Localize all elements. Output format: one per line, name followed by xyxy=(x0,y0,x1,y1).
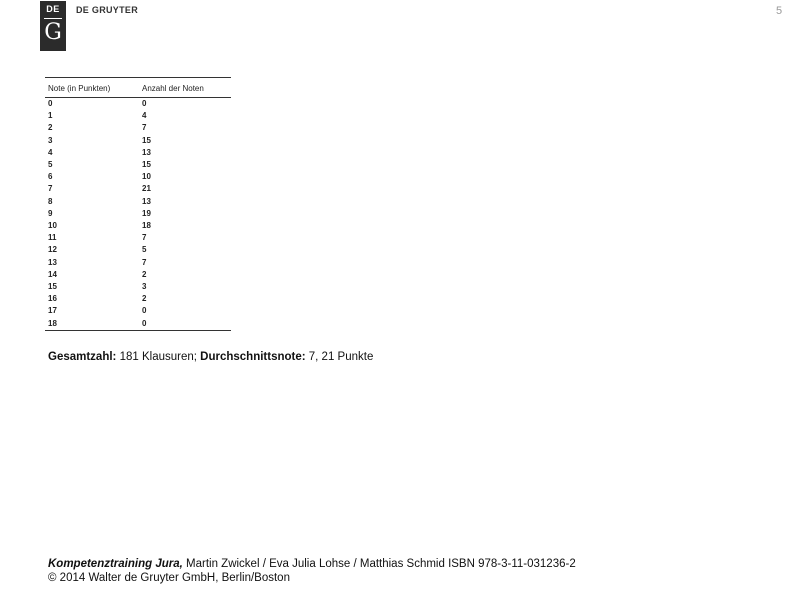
table-row xyxy=(45,257,231,269)
table-row xyxy=(45,318,231,330)
grade-cell: 10 xyxy=(48,221,57,231)
count-cell: 15 xyxy=(142,135,151,145)
table-body xyxy=(45,98,231,330)
table-row xyxy=(45,208,231,220)
count-cell: 0 xyxy=(142,306,147,316)
grade-cell: 2 xyxy=(48,123,53,133)
column-header-grade: Note (in Punkten) xyxy=(48,83,111,93)
grade-cell: 15 xyxy=(48,282,57,292)
table-row xyxy=(45,183,231,195)
table-row xyxy=(45,281,231,293)
table-bottom-rule xyxy=(45,330,231,331)
authors-isbn: Martin Zwickel / Eva Julia Lohse / Matthias Schmid ISBN 978-3-11-031236-2 xyxy=(182,558,576,570)
grade-cell: 16 xyxy=(48,294,57,304)
count-cell: 5 xyxy=(142,245,147,255)
table-row xyxy=(45,220,231,232)
count-cell: 10 xyxy=(142,172,151,182)
table-row xyxy=(45,269,231,281)
book-title: Kompetenztraining Jura, xyxy=(48,558,183,570)
logo-divider xyxy=(44,18,62,19)
table-row xyxy=(45,122,231,134)
grade-cell: 4 xyxy=(48,147,53,157)
count-cell: 21 xyxy=(142,184,151,194)
table-row xyxy=(45,232,231,244)
grade-cell: 13 xyxy=(48,257,57,267)
summary-line xyxy=(48,351,373,363)
table-row xyxy=(45,147,231,159)
count-cell: 0 xyxy=(142,99,147,108)
table-row xyxy=(45,293,231,305)
total-value: 181 Klausuren; xyxy=(116,351,201,363)
publisher-logo xyxy=(40,1,66,51)
grade-cell: 18 xyxy=(48,318,57,328)
column-header-count: Anzahl der Noten xyxy=(142,83,204,93)
grade-cell: 0 xyxy=(48,99,53,108)
grade-cell: 8 xyxy=(48,196,53,206)
table-row xyxy=(45,159,231,171)
count-cell: 19 xyxy=(142,208,151,218)
total-label: Gesamtzahl: xyxy=(48,351,117,363)
count-cell: 4 xyxy=(142,111,147,121)
average-value: 7, 21 Punkte xyxy=(305,351,374,363)
table-row xyxy=(45,98,231,110)
page-number: 5 xyxy=(776,5,783,17)
average-label: Durchschnittsnote: xyxy=(200,351,306,363)
table-header-row xyxy=(45,78,231,95)
count-cell: 15 xyxy=(142,160,151,170)
count-cell: 18 xyxy=(142,221,151,231)
grade-cell: 14 xyxy=(48,269,57,279)
table-row xyxy=(45,171,231,183)
count-cell: 3 xyxy=(142,282,147,292)
grade-distribution-table xyxy=(45,77,231,331)
grade-cell: 12 xyxy=(48,245,57,255)
citation-line xyxy=(48,557,576,571)
count-cell: 13 xyxy=(142,196,151,206)
count-cell: 13 xyxy=(142,147,151,157)
table-row xyxy=(45,305,231,317)
table-row xyxy=(45,110,231,122)
grade-cell: 7 xyxy=(48,184,53,194)
table-row xyxy=(45,196,231,208)
grade-cell: 11 xyxy=(48,233,57,243)
count-cell: 7 xyxy=(142,123,147,133)
grade-cell: 17 xyxy=(48,306,57,316)
publisher-name: DE GRUYTER xyxy=(76,5,139,15)
grade-cell: 1 xyxy=(48,111,53,121)
count-cell: 7 xyxy=(142,233,147,243)
table-row xyxy=(45,135,231,147)
logo-g-text: G xyxy=(44,20,62,45)
table-row xyxy=(45,244,231,256)
count-cell: 2 xyxy=(142,269,147,279)
grade-cell: 6 xyxy=(48,172,53,182)
count-cell: 0 xyxy=(142,318,147,328)
footer xyxy=(48,557,576,585)
grade-cell: 5 xyxy=(48,160,53,170)
logo-de-text: DE xyxy=(46,4,60,14)
count-cell: 7 xyxy=(142,257,147,267)
count-cell: 2 xyxy=(142,294,147,304)
grade-cell: 9 xyxy=(48,208,53,218)
copyright-line: © 2014 Walter de Gruyter GmbH, Berlin/Boston xyxy=(48,572,290,584)
grade-cell: 3 xyxy=(48,135,53,145)
